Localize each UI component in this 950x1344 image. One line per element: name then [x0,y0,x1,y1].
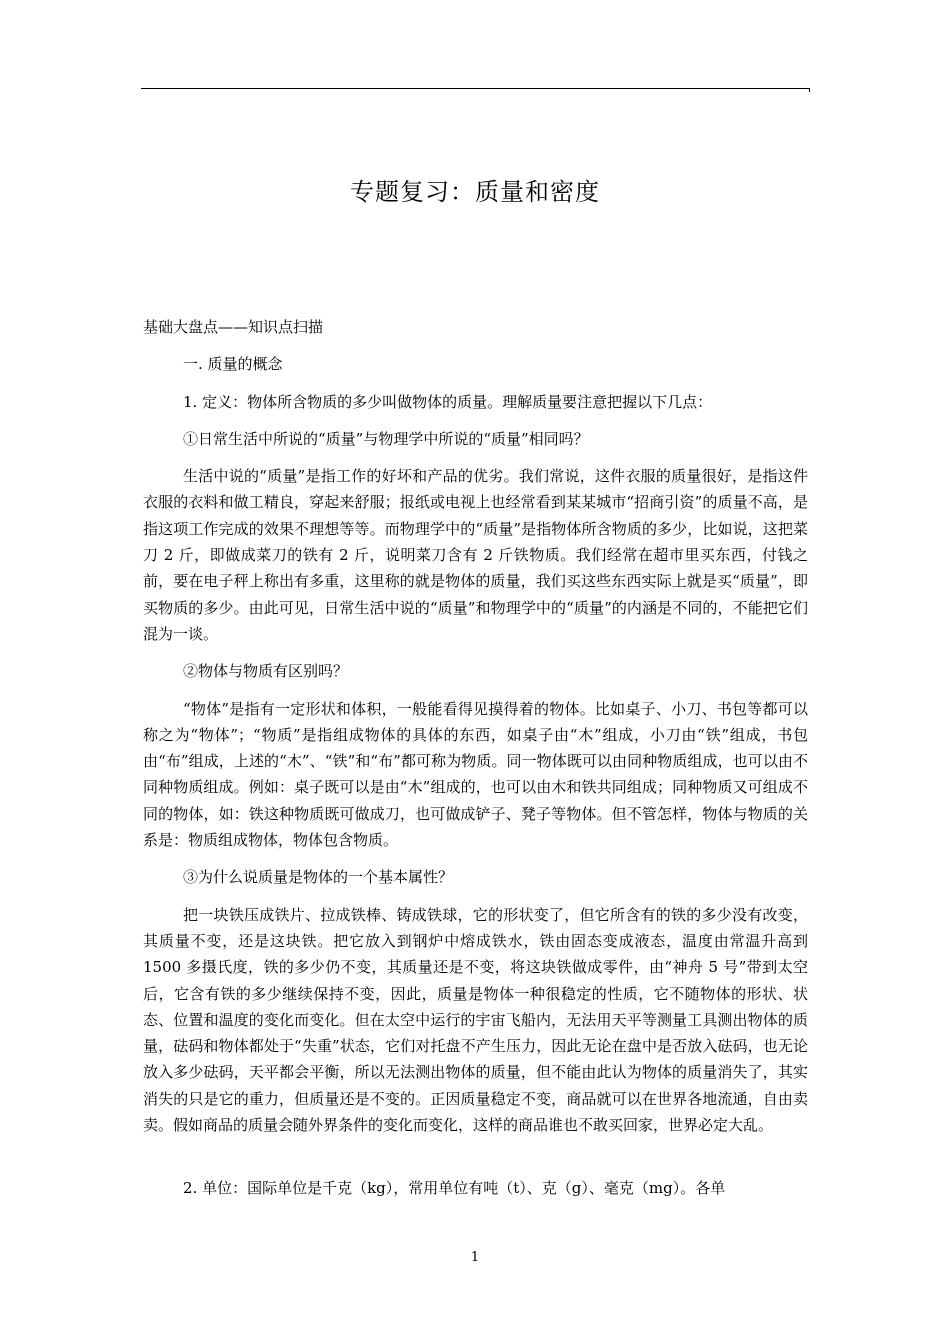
question-heading-2: ②物体与物质有区别吗？ [183,662,349,681]
body-paragraph-2: “物体”是指有一定形状和体积，一般能看得见摸得着的物体。比如桌子、小刀、书包等都可以称之为“物体”；“物质”是指组成物体的具体的东西，如桌子由“木”组成，小刀由“铁”组成，书包由“布”组成，上述的“木”、“铁”和“布”都可称为物质。同一物体既可以由同种物质组成，也可以由不同种物质组成。例如：桌子既可以是由“木”组成的，也可以由木和铁共同组成；同种物质又可组成不同的物体，如：铁这种物质既可做成刀，也可做成铲子、凳子等物体。但不管怎样，物体与物质的关系是：物质组成物体，物体包含物质。 [143,699,808,850]
page-number: 1 [470,1250,480,1265]
document-title: 专题复习：质量和密度 [350,178,600,206]
definition-paragraph: 1. 定义：物体所含物质的多少叫做物体的质量。理解质量要注意把握以下几点： [183,392,713,411]
header-rule [141,88,810,89]
body-paragraph-3: 把一块铁压成铁片、拉成铁棒、铸成铁球，它的形状变了，但它所含有的铁的多少没有改变，其质量不变，还是这块铁。把它放入到钢炉中熔成铁水，铁由固态变成液态，温度由常温升高到 1500 多摄氏度，铁的多少仍不变，其质量还是不变，将这块铁做成零件，由“神舟 5 号”带到太空后，它含有铁的多少继续保持不变，因此，质量是物体一种很稳定的性质，它不随物体的形状、状态、位置和温度的变化而变化。但在太空中运行的宇宙飞船内，无法用天平等测量工具测出物体的质量，砝码和物体都处于“失重”状态，它们对托盘不产生压力，因此无论在盘中是否放入砝码，也无论放入多少砝码，天平都会平衡，所以无法测出物体的质量，但不能由此认为物体的质量消失了，其实消失的只是它的重力，但质量还是不变的。正因质量稳定不变，商品就可以在世界各地流通，自由卖卖。假如商品的质量会随外界条件的变化而变化，这样的商品谁也不敢买回家，世界必定大乱。 [143,905,808,1135]
document-body [143,314,808,1202]
subsection-heading-mass-concept: 一. 质量的概念 [183,355,283,374]
body-paragraph-1: 生活中说的“质量”是指工作的好坏和产品的优劣。我们常说，这件衣服的质量很好，是指这件衣服的衣料和做工精良，穿起来舒服；报纸或电视上也经常看到某某城市“招商引资”的质量不高，是指这项工作完成的效果不理想等等。而物理学中的“质量”是指物体所含物质的多少，比如说，这把菜刀 2 斤，即做成菜刀的铁有 2 斤，说明菜刀含有 2 斤铁物质。我们经常在超市里买东西，付钱之前，要在电子秤上称出有多重，这里称的就是物体的质量，我们买这些东西实际上就是买“质量”，即买物质的多少。由此可见，日常生活中说的“质量”和物理学中的“质量”的内涵是不同的，不能把它们混为一谈。 [143,467,808,643]
section-heading: 基础大盘点——知识点扫描 [143,318,324,336]
question-heading-1: ①日常生活中所说的“质量”与物理学中所说的“质量”相同吗？ [183,429,589,448]
unit-paragraph: 2. 单位：国际单位是千克（kg），常用单位有吨（t）、克（g）、毫克（mg）。各单 [183,1179,726,1198]
question-heading-3: ③为什么说质量是物体的一个基本属性？ [183,868,454,887]
